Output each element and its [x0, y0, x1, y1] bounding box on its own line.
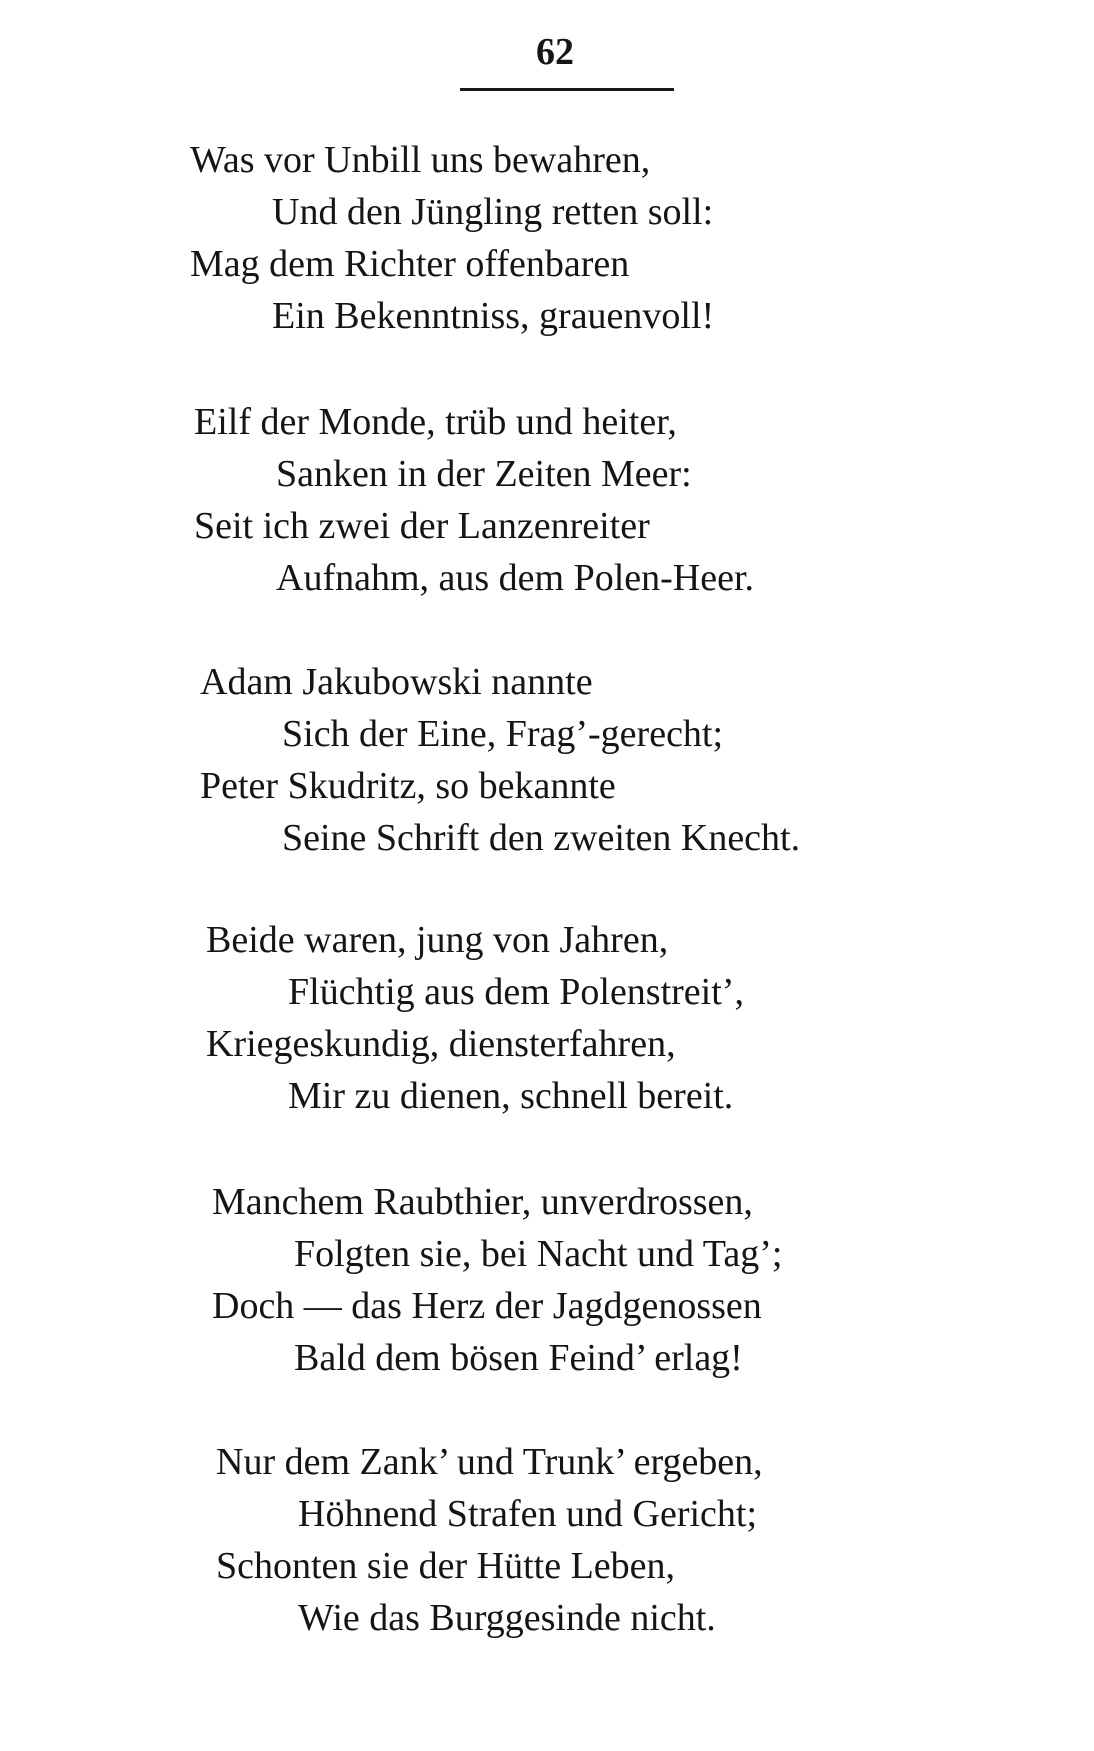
verse-line: Höhnend Strafen und Gericht; [298, 1493, 758, 1535]
verse-line: Mag dem Richter offenbaren [190, 243, 630, 285]
verse-line: Ein Bekenntniss, grauenvoll! [272, 295, 715, 337]
verse-line: Kriegeskundig, diensterfahren, [206, 1023, 676, 1065]
verse-line: Peter Skudritz, so bekannte [200, 765, 616, 807]
verse-line: Manchem Raubthier, unverdrossen, [212, 1181, 753, 1223]
verse-line: Beide waren, jung von Jahren, [206, 919, 669, 961]
verse-line: Und den Jüngling retten soll: [272, 191, 714, 233]
verse-line: Was vor Unbill uns bewahren, [190, 139, 651, 181]
verse-line: Doch — das Herz der Jagdgenossen [212, 1285, 762, 1327]
verse-line: Seit ich zwei der Lanzenreiter [194, 505, 650, 547]
verse-line: Sich der Eine, Frag’-gerecht; [282, 713, 724, 755]
page-number: 62 [536, 31, 574, 73]
verse-line: Flüchtig aus dem Polenstreit’, [288, 971, 744, 1013]
verse-line: Mir zu dienen, schnell bereit. [288, 1075, 734, 1117]
verse-line: Nur dem Zank’ und Trunk’ ergeben, [216, 1441, 763, 1483]
verse-line: Adam Jakubowski nannte [200, 661, 593, 703]
verse-line: Wie das Burggesinde nicht. [298, 1597, 716, 1639]
verse-line: Eilf der Monde, trüb und heiter, [194, 401, 677, 443]
verse-line: Seine Schrift den zweiten Knecht. [282, 817, 801, 859]
header-rule [460, 88, 674, 91]
verse-line: Folgten sie, bei Nacht und Tag’; [294, 1233, 783, 1275]
verse-line: Aufnahm, aus dem Polen-Heer. [276, 557, 755, 599]
verse-line: Bald dem bösen Feind’ erlag! [294, 1337, 743, 1379]
verse-line: Sanken in der Zeiten Meer: [276, 453, 692, 495]
verse-line: Schonten sie der Hütte Leben, [216, 1545, 676, 1587]
